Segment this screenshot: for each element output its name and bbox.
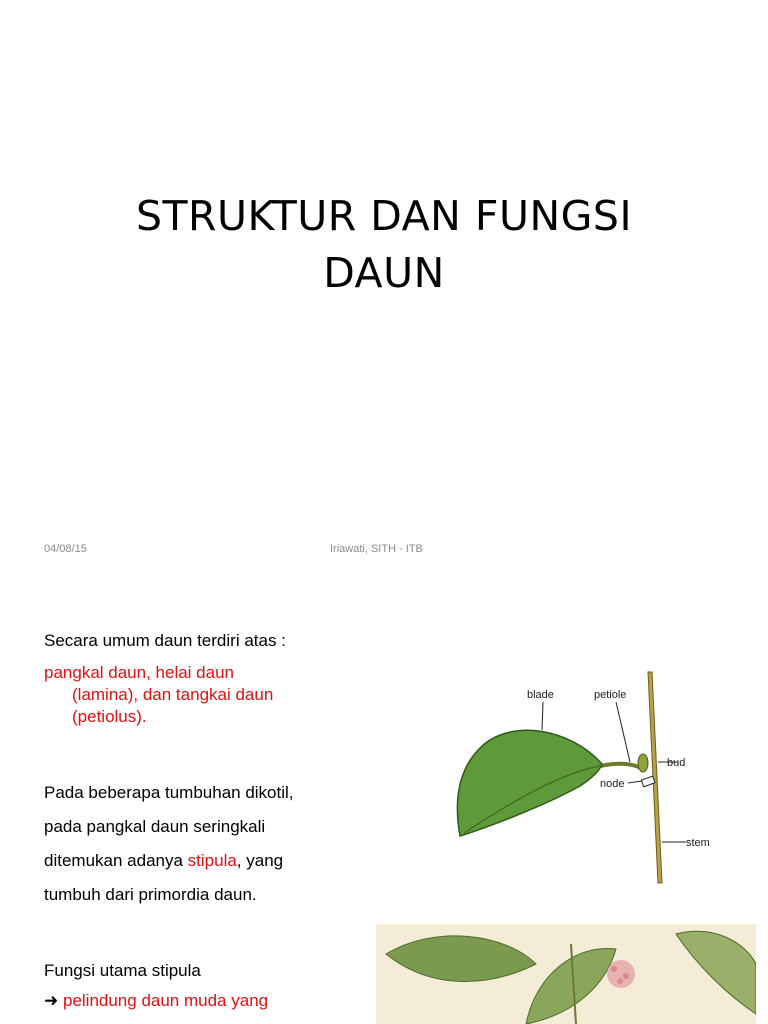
label-node: node (600, 778, 625, 790)
footer-author: Iriawati, SITH - ITB (330, 543, 423, 555)
leaf-left-shape (386, 936, 536, 982)
fungsi-item-text: pelindung daun muda yang (62, 991, 269, 1010)
footer-date: 04/08/15 (44, 543, 87, 555)
para-line-1: Pada beberapa tumbuhan dikotil, (44, 783, 294, 802)
flower-dot (611, 966, 617, 972)
petiole-leader (616, 702, 630, 762)
content-slide (0, 580, 768, 1024)
label-petiole: petiole (594, 689, 627, 701)
node-leader (628, 781, 642, 783)
label-blade: blade (527, 689, 554, 701)
botanical-leaves (376, 924, 756, 1024)
leaf-parts-line-1: pangkal daun, helai daun (44, 663, 234, 682)
title-line-1: STRUKTUR DAN FUNGSI (135, 192, 633, 240)
leaf-parts-text (44, 662, 374, 728)
label-bud: bud (667, 757, 686, 769)
leaf-right-shape (676, 931, 756, 1014)
leaf-parts-line-3: (petiolus). (72, 707, 147, 726)
blade-leader (542, 702, 543, 730)
slide-title (0, 188, 768, 302)
fungsi-item (44, 990, 268, 1012)
leaf-parts-line-2: (lamina), dan tangkai daun (72, 685, 274, 704)
para-line-2: pada pangkal daun seringkali (44, 817, 266, 836)
stipula-term: stipula (187, 851, 237, 870)
arrow-right-icon: ➜ (44, 991, 59, 1010)
petiole-shape (600, 764, 644, 770)
blade-shape (457, 730, 602, 836)
para-line-4: tumbuh dari primordia daun. (44, 885, 257, 904)
para-line-3 (44, 844, 374, 878)
fungsi-title: Fungsi utama stipula (44, 961, 201, 980)
leaf-diagram (430, 658, 720, 888)
bud-shape (638, 754, 648, 772)
botanical-illustration (376, 924, 756, 1024)
title-line-2: DAUN (323, 249, 445, 297)
label-stem: stem (686, 837, 710, 849)
para-line-3-a: ditemukan adanya (44, 851, 188, 870)
stipula-paragraph (44, 776, 374, 912)
flower-dot (617, 978, 623, 984)
flower-dot (623, 973, 629, 979)
para-line-3-b: , yang (236, 851, 284, 870)
intro-text: Secara umum daun terdiri atas : (44, 631, 286, 650)
